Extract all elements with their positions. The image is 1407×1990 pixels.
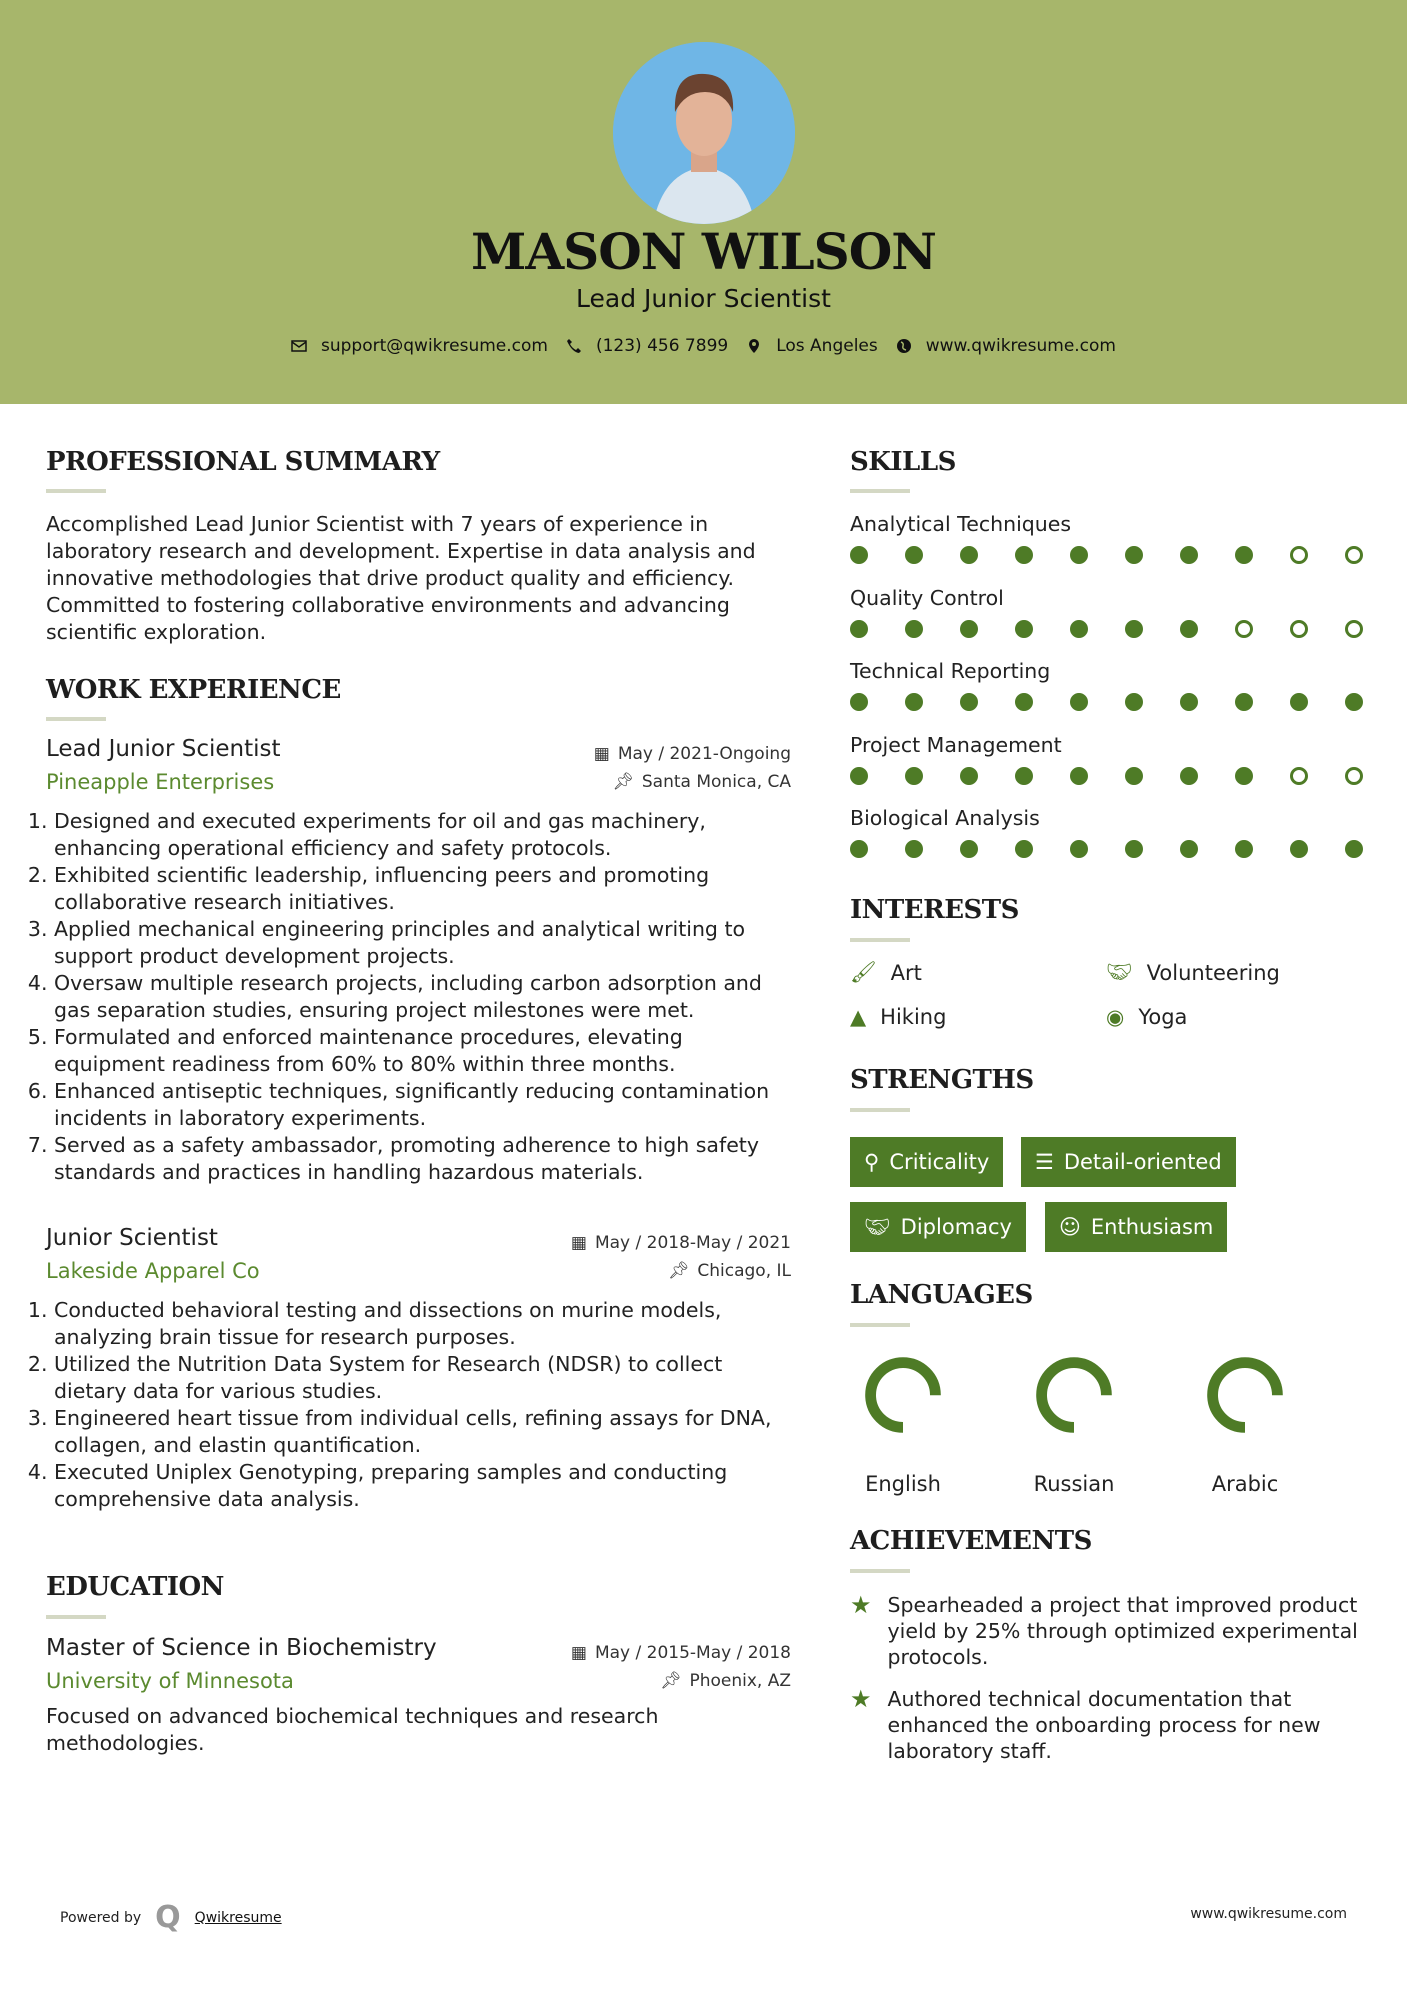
filled-dot bbox=[1180, 546, 1198, 564]
filled-dot bbox=[1015, 767, 1033, 785]
filled-dot bbox=[1015, 693, 1033, 711]
language-name: Arabic bbox=[1211, 1472, 1279, 1496]
candidate-title: Lead Junior Scientist bbox=[576, 284, 831, 313]
filled-dot bbox=[1125, 840, 1143, 858]
strength-label: Criticality bbox=[889, 1150, 990, 1174]
map-marker-icon bbox=[746, 338, 762, 354]
heading-underline bbox=[46, 1615, 106, 1619]
achievement-item bbox=[850, 1592, 1370, 1670]
skill-name: Biological Analysis bbox=[850, 806, 1040, 830]
calendar-icon: ▦ bbox=[570, 1643, 587, 1663]
filled-dot bbox=[905, 546, 923, 564]
language-arc bbox=[871, 1363, 936, 1428]
skill-name: Quality Control bbox=[850, 585, 1004, 610]
achievement-text: Authored technical documentation that enhanced the onboarding process for new laboratory staff. bbox=[887, 1687, 1321, 1763]
skills-list bbox=[850, 512, 1370, 880]
filled-dot bbox=[1125, 546, 1143, 564]
heading-underline bbox=[850, 1569, 910, 1573]
interest-volunteering bbox=[1106, 960, 1280, 985]
pin-icon: 📌︎ bbox=[667, 1261, 690, 1281]
language-name: Russian bbox=[1033, 1472, 1115, 1496]
education-description: Focused on advanced biochemical techniques and research methodologies. bbox=[46, 1704, 659, 1755]
skill-rating bbox=[850, 546, 1370, 564]
duty-item: 1. Conducted behavioral testing and dissections on murine models, analyzing brain tissue for research purposes. bbox=[54, 1297, 791, 1351]
filled-dot bbox=[1180, 693, 1198, 711]
filled-dot bbox=[1125, 767, 1143, 785]
filled-dot bbox=[1235, 546, 1253, 564]
interest-label: Yoga bbox=[1138, 1005, 1188, 1029]
heading-underline bbox=[850, 1323, 910, 1327]
contact-bar bbox=[0, 336, 1407, 356]
contact-website[interactable] bbox=[896, 336, 1116, 356]
strength-badge bbox=[850, 1202, 1026, 1252]
paint-brush-icon: 🖌︎ bbox=[850, 960, 877, 984]
handshake-icon: 🤝︎ bbox=[864, 1214, 891, 1239]
duty-item: 3. Applied mechanical engineering principles and analytical writing to support product development projects. bbox=[54, 916, 791, 970]
skill-item bbox=[850, 733, 1370, 807]
footer-powered bbox=[60, 1900, 282, 1935]
heading-underline bbox=[850, 1108, 910, 1112]
filled-dot bbox=[1235, 693, 1253, 711]
filled-dot bbox=[1015, 546, 1033, 564]
job-date: May / 2021-Ongoing bbox=[617, 744, 791, 764]
filled-dot bbox=[1070, 767, 1088, 785]
envelope-icon bbox=[291, 338, 307, 354]
skill-item bbox=[850, 659, 1370, 733]
duty-item: 6. Enhanced antiseptic techniques, significantly reducing contamination incidents in laboratory experiments. bbox=[54, 1078, 791, 1132]
company-name: Lakeside Apparel Co bbox=[46, 1259, 260, 1283]
language-arc bbox=[1213, 1363, 1278, 1428]
duty-item: 2. Utilized the Nutrition Data System for Research (NDSR) to collect dietary data for various studies. bbox=[54, 1351, 791, 1405]
filled-dot bbox=[1070, 546, 1088, 564]
duty-item: 4. Oversaw multiple research projects, including carbon adsorption and gas separation studies, ensuring project milestones were met. bbox=[54, 970, 791, 1024]
empty-dot bbox=[1290, 546, 1308, 564]
school-name: University of Minnesota bbox=[46, 1669, 294, 1693]
language-name: English bbox=[865, 1472, 941, 1496]
list-icon: ☰ bbox=[1035, 1150, 1054, 1174]
company-name: Pineapple Enterprises bbox=[46, 770, 275, 794]
skill-rating bbox=[850, 840, 1370, 858]
filled-dot bbox=[1290, 693, 1308, 711]
interest-label: Volunteering bbox=[1146, 960, 1280, 985]
filled-dot bbox=[1345, 693, 1363, 711]
skill-item bbox=[850, 806, 1370, 880]
strengths-heading: STRENGTHS bbox=[850, 1065, 1034, 1095]
job-duties bbox=[36, 1297, 791, 1513]
filled-dot bbox=[1290, 840, 1308, 858]
heading-underline bbox=[46, 489, 106, 493]
filled-dot bbox=[1070, 620, 1088, 638]
language-item bbox=[1009, 1350, 1139, 1496]
filled-dot bbox=[1125, 693, 1143, 711]
filled-dot bbox=[850, 840, 868, 858]
skills-heading: SKILLS bbox=[850, 447, 956, 477]
duty-item: 1. Designed and executed experiments for oil and gas machinery, enhancing operational efficiency and safety protocols. bbox=[54, 808, 791, 862]
achievement-item bbox=[850, 1686, 1370, 1764]
footer-url[interactable]: www.qwikresume.com bbox=[1190, 1906, 1347, 1922]
strength-badge bbox=[850, 1137, 1003, 1187]
filled-dot bbox=[1070, 840, 1088, 858]
filled-dot bbox=[960, 546, 978, 564]
languages-list bbox=[838, 1350, 1310, 1496]
filled-dot bbox=[905, 693, 923, 711]
strength-badge bbox=[1021, 1137, 1236, 1187]
language-item bbox=[838, 1350, 968, 1496]
skill-name: Project Management bbox=[850, 732, 1062, 757]
phone-icon bbox=[566, 338, 582, 354]
language-arc bbox=[1042, 1363, 1107, 1428]
contact-email-text: support@qwikresume.com bbox=[321, 336, 548, 356]
filled-dot bbox=[1180, 620, 1198, 638]
education-entry bbox=[46, 1635, 791, 1757]
language-level-ring bbox=[1029, 1350, 1119, 1440]
job-title: Lead Junior Scientist bbox=[46, 736, 281, 762]
filled-dot bbox=[1235, 767, 1253, 785]
filled-dot bbox=[850, 767, 868, 785]
filled-dot bbox=[905, 767, 923, 785]
powered-by-text: Powered by bbox=[60, 1909, 142, 1926]
strength-badge bbox=[1045, 1202, 1227, 1252]
empty-dot bbox=[1235, 620, 1253, 638]
candidate-name: MASON WILSON bbox=[471, 222, 936, 281]
duty-item: 3. Engineered heart tissue from individual cells, refining assays for DNA, collagen, and elastin quantification. bbox=[54, 1405, 791, 1459]
filled-dot bbox=[850, 546, 868, 564]
qwikresume-link[interactable]: Qwikresume bbox=[194, 1909, 282, 1926]
skill-name: Analytical Techniques bbox=[850, 512, 1072, 536]
contact-location-text: Los Angeles bbox=[776, 336, 878, 356]
star-icon: ★ bbox=[850, 1591, 872, 1619]
interest-label: Art bbox=[890, 960, 922, 985]
job-duties bbox=[36, 808, 791, 1186]
heading-underline bbox=[46, 717, 106, 721]
duty-item: 5. Formulated and enforced maintenance procedures, elevating equipment readiness from 60% to 80% within three months. bbox=[54, 1024, 791, 1078]
skill-item bbox=[850, 586, 1370, 660]
skill-name: Technical Reporting bbox=[850, 659, 1051, 683]
interests-heading: INTERESTS bbox=[850, 895, 1019, 925]
filled-dot bbox=[960, 840, 978, 858]
filled-dot bbox=[905, 840, 923, 858]
job-entry bbox=[46, 736, 791, 1186]
strength-label: Enthusiasm bbox=[1090, 1215, 1214, 1239]
filled-dot bbox=[960, 620, 978, 638]
filled-dot bbox=[1015, 840, 1033, 858]
empty-dot bbox=[1290, 767, 1308, 785]
work-heading: WORK EXPERIENCE bbox=[46, 675, 341, 705]
duty-item: 2. Exhibited scientific leadership, influencing peers and promoting collaborative research initiatives. bbox=[54, 862, 791, 916]
language-level-ring bbox=[858, 1350, 948, 1440]
interest-label: Hiking bbox=[880, 1005, 947, 1029]
job-title: Junior Scientist bbox=[46, 1225, 218, 1251]
filled-dot bbox=[960, 767, 978, 785]
contact-email[interactable] bbox=[291, 336, 548, 356]
interest-art bbox=[850, 960, 922, 985]
skill-rating bbox=[850, 620, 1370, 638]
qwikresume-logo-icon: Q bbox=[155, 1900, 181, 1935]
filled-dot bbox=[1070, 693, 1088, 711]
life-ring-icon: ◉ bbox=[1106, 1005, 1125, 1029]
smile-icon: ☺ bbox=[1059, 1215, 1081, 1239]
filled-dot bbox=[850, 620, 868, 638]
filled-dot bbox=[1125, 620, 1143, 638]
filled-dot bbox=[1345, 840, 1363, 858]
filled-dot bbox=[1180, 767, 1198, 785]
star-icon: ★ bbox=[850, 1685, 872, 1713]
filled-dot bbox=[1235, 840, 1253, 858]
empty-dot bbox=[1345, 620, 1363, 638]
filled-dot bbox=[960, 693, 978, 711]
globe-icon bbox=[896, 338, 912, 354]
education-heading: EDUCATION bbox=[46, 1572, 224, 1602]
handshake-icon: 🤝︎ bbox=[1106, 960, 1133, 984]
strength-label: Detail-oriented bbox=[1063, 1150, 1222, 1174]
achievement-text: Spearheaded a project that improved product yield by 25% through optimized experimental protocols. bbox=[887, 1593, 1358, 1669]
heading-underline bbox=[850, 489, 910, 493]
duty-item: 4. Executed Uniplex Genotyping, preparing samples and conducting comprehensive data analysis. bbox=[54, 1459, 791, 1513]
job-entry bbox=[46, 1225, 791, 1513]
filled-dot bbox=[850, 693, 868, 711]
filled-dot bbox=[905, 620, 923, 638]
education-location: Phoenix, AZ bbox=[689, 1671, 791, 1691]
calendar-icon: ▦ bbox=[570, 1233, 587, 1253]
empty-dot bbox=[1345, 767, 1363, 785]
empty-dot bbox=[1290, 620, 1308, 638]
summary-text: Accomplished Lead Junior Scientist with 7 years of experience in laboratory research and development. Expertise in data analysis and innovative methodologies that drive product quality and efficiency. Committed to fostering collaborative environments and advancing scientific exploration. bbox=[46, 512, 756, 644]
job-location: Chicago, IL bbox=[697, 1261, 791, 1281]
skill-rating bbox=[850, 693, 1370, 711]
contact-phone-text: (123) 456 7899 bbox=[595, 336, 729, 356]
achievements-heading: ACHIEVEMENTS bbox=[850, 1526, 1092, 1556]
profile-photo bbox=[613, 42, 795, 224]
tree-icon: ▲ bbox=[850, 1005, 867, 1029]
contact-location bbox=[746, 336, 878, 356]
search-icon: ⚲ bbox=[864, 1150, 880, 1174]
contact-website-text: www.qwikresume.com bbox=[925, 336, 1116, 356]
interest-yoga bbox=[1106, 1005, 1187, 1029]
filled-dot bbox=[1180, 840, 1198, 858]
language-level-ring bbox=[1200, 1350, 1290, 1440]
calendar-icon: ▦ bbox=[593, 744, 610, 764]
skill-rating bbox=[850, 767, 1370, 785]
education-date: May / 2015-May / 2018 bbox=[594, 1643, 791, 1663]
pin-icon: 📌︎ bbox=[659, 1671, 682, 1691]
language-item bbox=[1180, 1350, 1310, 1496]
heading-underline bbox=[850, 938, 910, 942]
empty-dot bbox=[1345, 546, 1363, 564]
languages-heading: LANGUAGES bbox=[850, 1280, 1033, 1310]
skill-item bbox=[850, 512, 1370, 586]
contact-phone[interactable] bbox=[566, 336, 728, 356]
strength-label: Diplomacy bbox=[900, 1215, 1012, 1239]
filled-dot bbox=[1015, 620, 1033, 638]
interest-hiking bbox=[850, 1005, 946, 1029]
duty-item: 7. Served as a safety ambassador, promoting adherence to high safety standards and practices in handling hazardous materials. bbox=[54, 1132, 791, 1186]
pin-icon: 📌︎ bbox=[612, 772, 634, 792]
degree: Master of Science in Biochemistry bbox=[46, 1635, 437, 1661]
job-date: May / 2018-May / 2021 bbox=[594, 1233, 791, 1253]
job-location: Santa Monica, CA bbox=[641, 772, 791, 792]
summary-heading: PROFESSIONAL SUMMARY bbox=[46, 447, 440, 477]
